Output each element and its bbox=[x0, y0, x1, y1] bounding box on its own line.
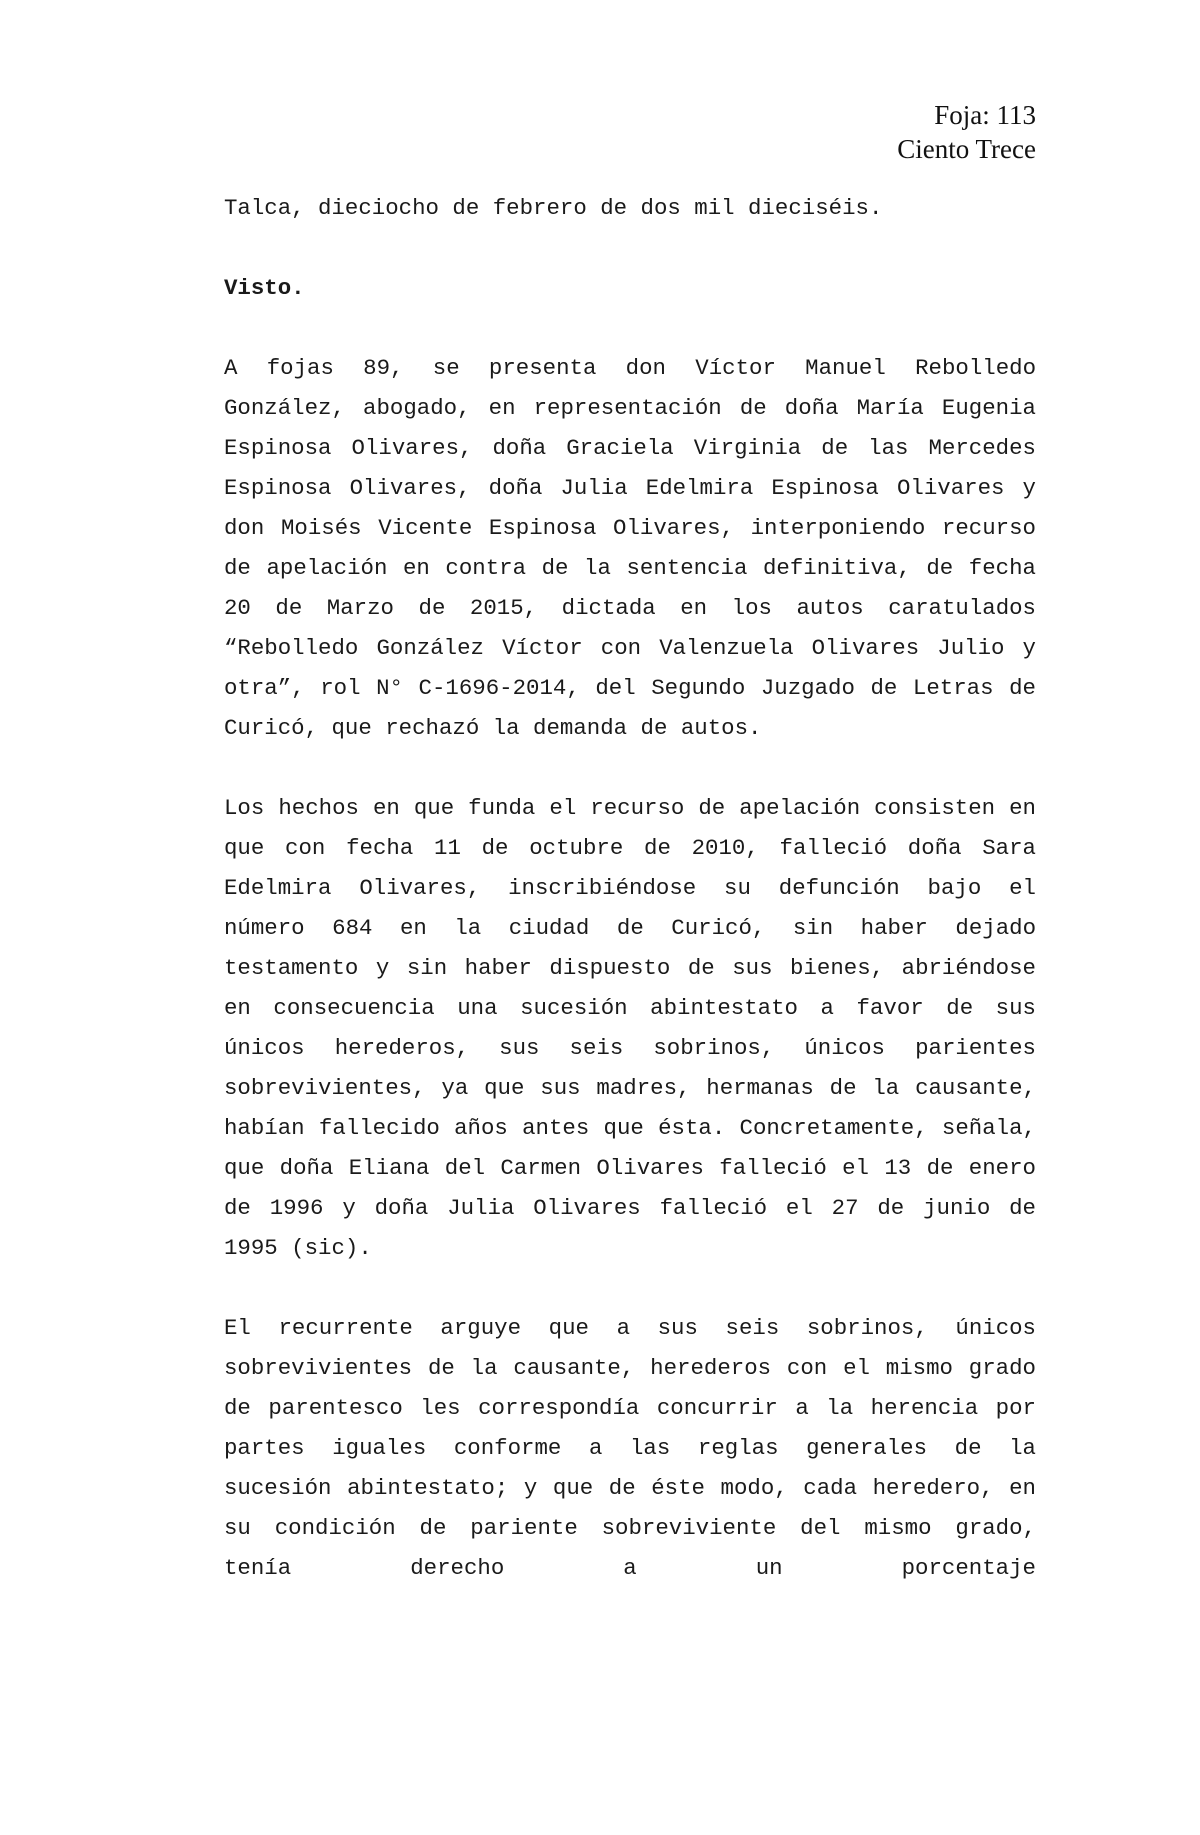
foja-number-words: Ciento Trece bbox=[897, 134, 1036, 164]
foja-number: Foja: 113 bbox=[934, 100, 1036, 130]
spacer bbox=[224, 748, 1036, 788]
document-body bbox=[224, 188, 1036, 1588]
spacer bbox=[224, 1268, 1036, 1308]
visto-heading: Visto. bbox=[224, 275, 305, 301]
paragraph-argument: El recurrente arguye que a sus seis sobrinos, únicos sobrevivientes de la causante, herederos con el mismo grado de parentesco les correspondía concurrir a la herencia por partes iguales conforme a las reglas generales de la sucesión abintestato; y que de éste modo, cada heredero, en su condición de pariente sobreviviente del mismo grado, tenía derecho a un porcentaje bbox=[224, 1315, 1036, 1581]
paragraph-facts: Los hechos en que funda el recurso de apelación consisten en que con fecha 11 de octubre de 2010, falleció doña Sara Edelmira Olivares, inscribiéndose su defunción bajo el número 684 en la ciudad de Curicó, sin haber dejado testamento y sin haber dispuesto de sus bienes, abriéndose en consecuencia una sucesión abintestato a favor de sus únicos herederos, sus seis sobrinos, únicos parientes sobrevivientes, ya que sus madres, hermanas de la causante, habían fallecido años antes que ésta. Concretamente, señala, que doña Eliana del Carmen Olivares falleció el 13 de enero de 1996 y doña Julia Olivares falleció el 27 de junio de 1995 (sic). bbox=[224, 795, 1036, 1261]
spacer bbox=[224, 308, 1036, 348]
paragraph-presentation: A fojas 89, se presenta don Víctor Manuel Rebolledo González, abogado, en representación de doña María Eugenia Espinosa Olivares, doña Graciela Virginia de las Mercedes Espinosa Olivares, doña Julia Edelmira Espinosa Olivares y don Moisés Vicente Espinosa Olivares, interponiendo recurso de apelación en contra de la sentencia definitiva, de fecha 20 de Marzo de 2015, dictada en los autos caratulados “Rebolledo González Víctor con Valenzuela Olivares Julio y otra”, rol N° C-1696-2014, del Segundo Juzgado de Letras de Curicó, que rechazó la demanda de autos. bbox=[224, 355, 1036, 741]
spacer bbox=[224, 228, 1036, 268]
date-line: Talca, dieciocho de febrero de dos mil dieciséis. bbox=[224, 195, 883, 221]
foja-header bbox=[897, 98, 1036, 166]
